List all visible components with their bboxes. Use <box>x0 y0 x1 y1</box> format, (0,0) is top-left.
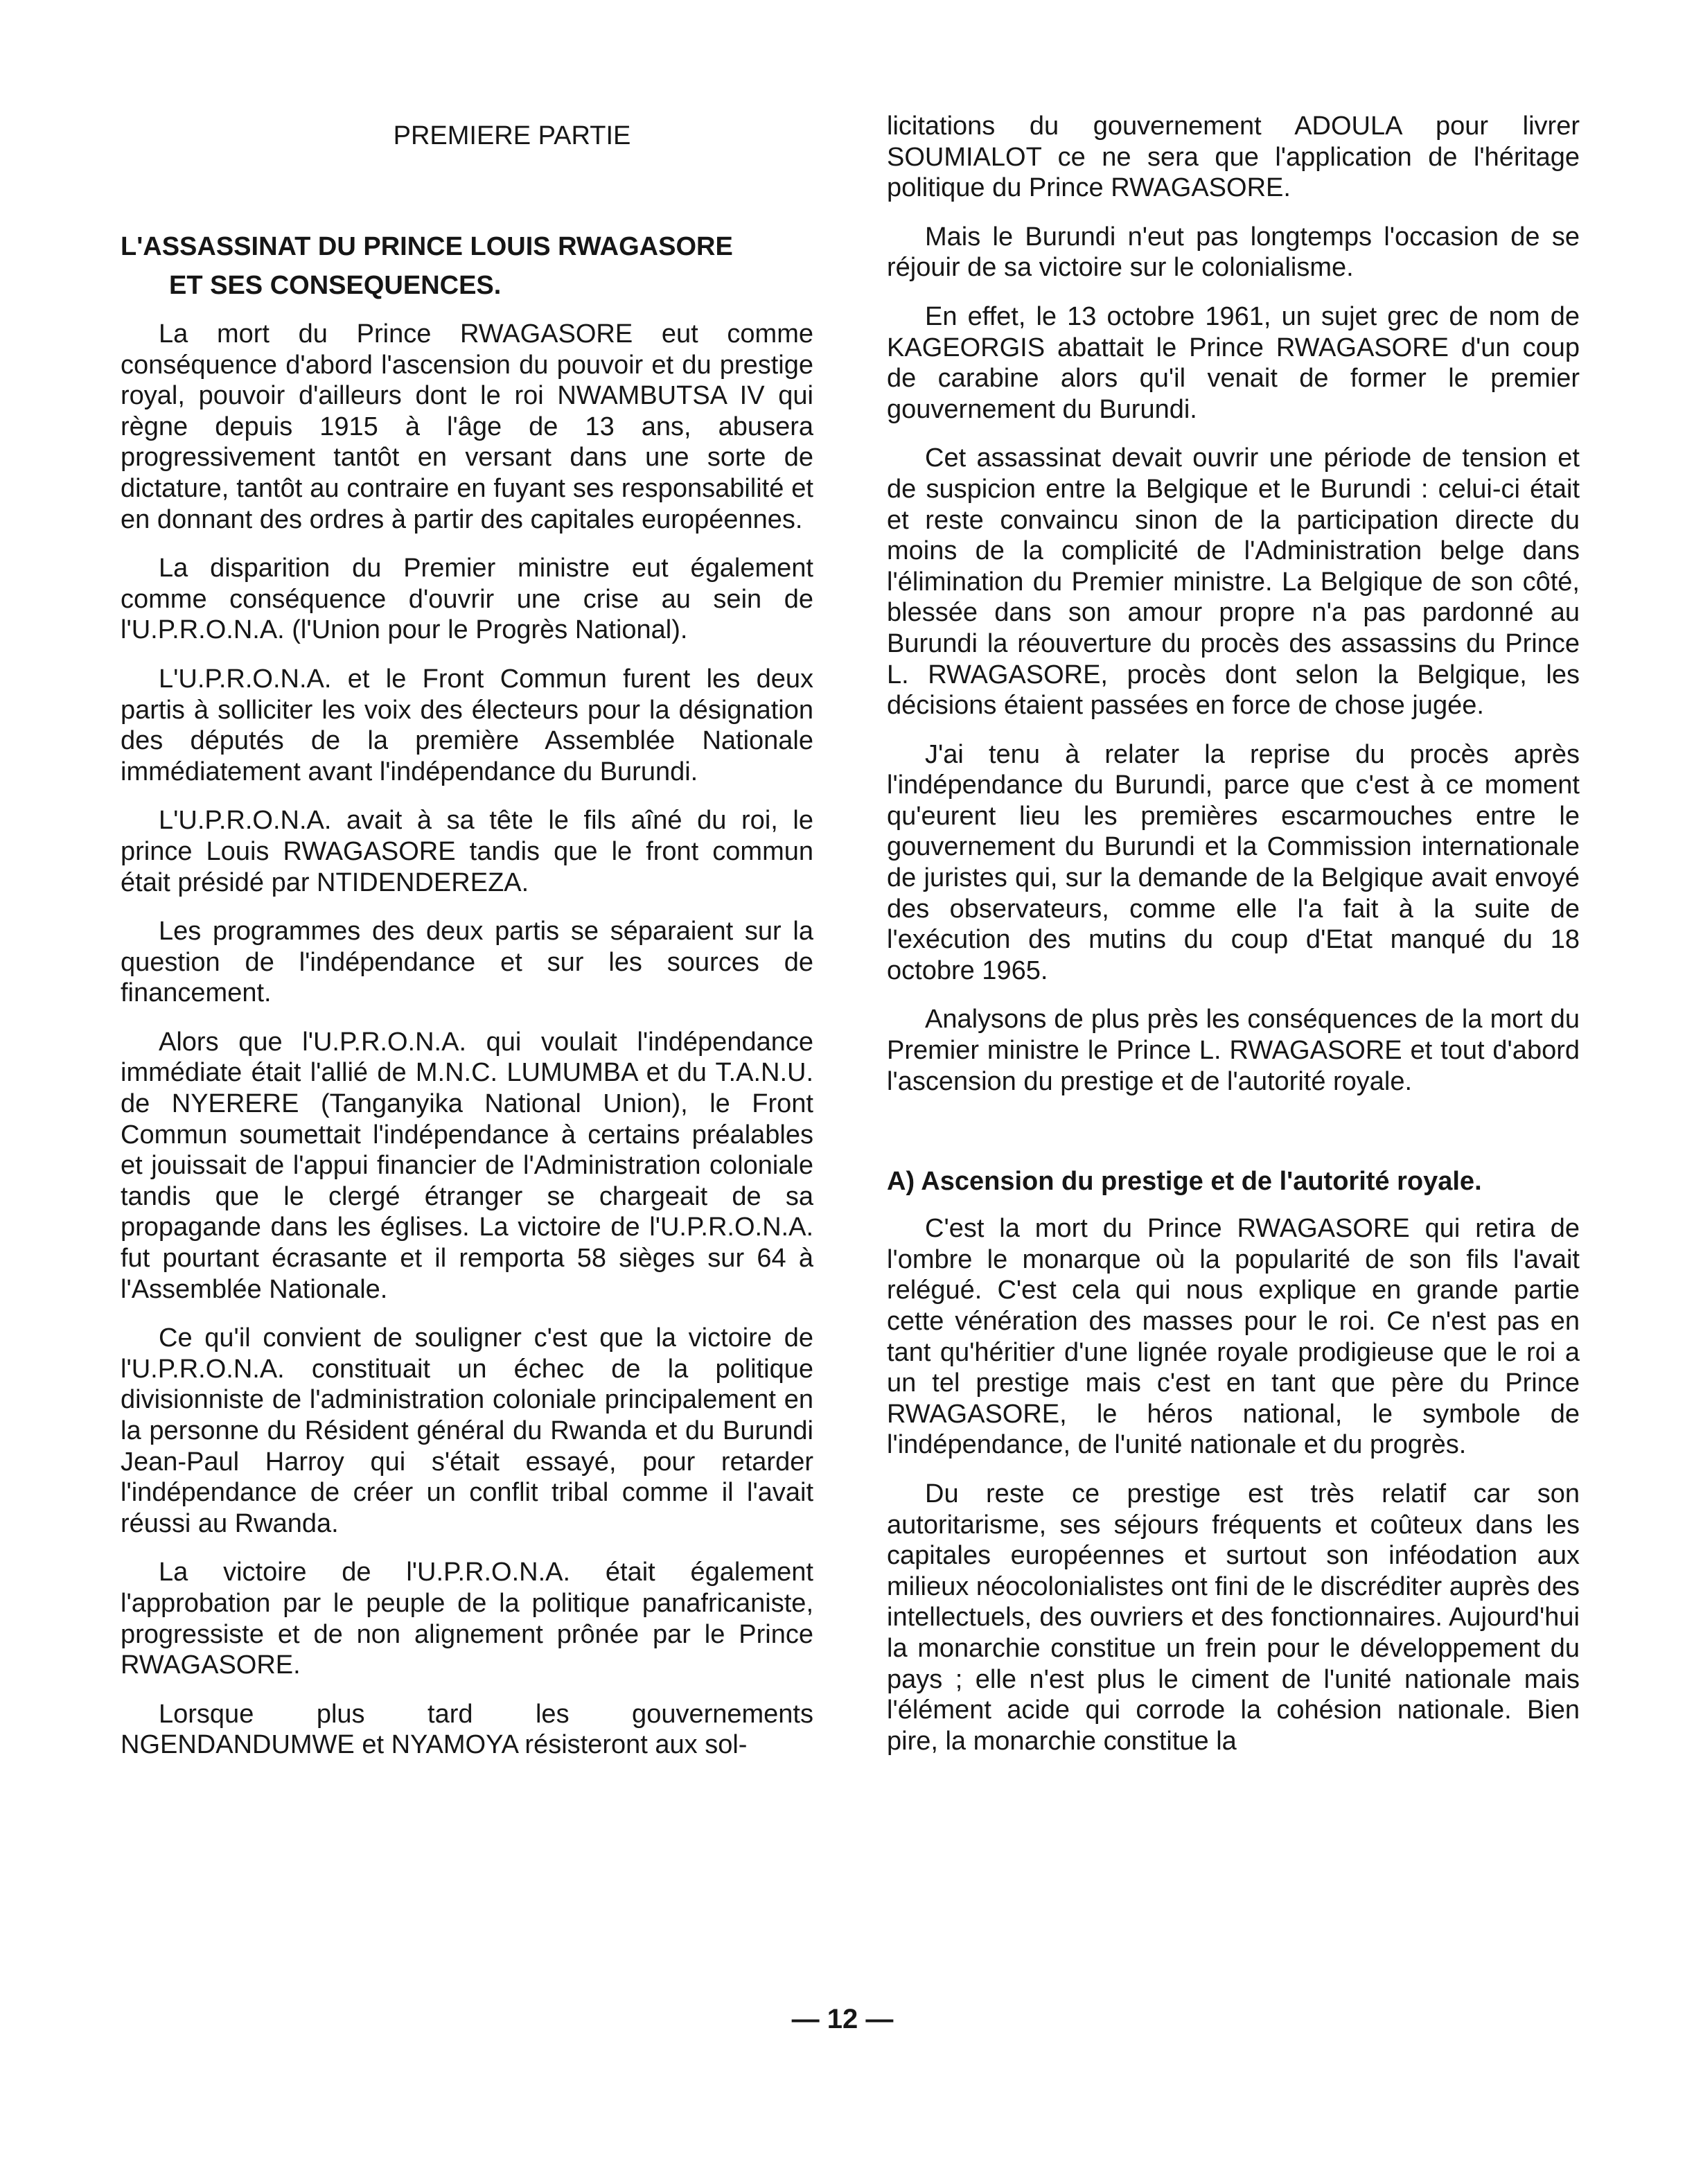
paragraph: La victoire de l'U.P.R.O.N.A. était également l'approbation par le peuple de la politique panafricaniste, progressiste et de non alignement prônée par le Prince RWAGASORE. <box>121 1558 813 1680</box>
paragraph: La mort du Prince RWAGASORE eut comme conséquence d'abord l'ascension du pouvoir et du prestige royal, pouvoir d'ailleurs dont le roi NWAMBUTSA IV qui règne depuis 1915 à l'âge de 13 ans, abusera progressivement tantôt en versant dans une sorte de dictature, tantôt au contraire en fuyant ses responsabilité et en donnant des ordres à partir des capitales européennes. <box>121 319 813 534</box>
section-prefix: A) <box>887 1167 915 1197</box>
paragraph: La disparition du Premier ministre eut également comme conséquence d'ouvrir une crise au sein de l'U.P.R.O.N.A. (l'Union pour le Progrès National). <box>121 554 813 645</box>
paragraph: J'ai tenu à relater la reprise du procès après l'indépendance du Burundi, parce que c'est à ce moment qu'eurent lieu les premières escarmouches entre le gouvernement du Burundi et la Commission internationale de juristes qui, sur la demande de la Belgique avait envoyé des observateurs, comme elle l'a fait à la suite de l'exécution des mutins du coup d'Etat manqué du 18 octobre 1965. <box>887 739 1580 985</box>
paragraph: Mais le Burundi n'eut pas longtemps l'occasion de se réjouir de sa victoire sur le colonialisme. <box>887 222 1580 283</box>
paragraph: Du reste ce prestige est très relatif car son autoritarisme, ses séjours fréquents et coûteux dans les capitales européennes et surtout son inféodation aux milieux néocolonialistes ont fini de le discréditer auprès des intellectuels, des ouvriers et des fonctionnaires. Aujourd'hui la monarchie constitue un frein pour le développement du pays ; elle n'est plus le ciment de l'unité nationale mais l'élément acide qui corrode la cohésion nationale. Bien pire, la monarchie constitue la <box>887 1479 1580 1756</box>
paragraph: L'U.P.R.O.N.A. et le Front Commun furent les deux partis à solliciter les voix des électeurs pour la désignation des députés de la première Assemblée Nationale immédiatement avant l'indépendance du Burundi. <box>121 664 813 786</box>
paragraph: C'est la mort du Prince RWAGASORE qui retira de l'ombre le monarque où la popularité de son fils l'avait relégué. C'est cela qui nous explique en grande partie cette vénération des masses pour le roi. Ce n'est pas en tant qu'héritier d'une lignée royale prodigieuse que le roi a un tel prestige mais c'est en tant que père du Prince RWAGASORE, le héros national, le symbole de l'indépendance, de l'unité nationale et du progrès. <box>887 1214 1580 1460</box>
paragraph: Lorsque plus tard les gouvernements NGENDANDUMWE et NYAMOYA résisteront aux sol- <box>121 1699 813 1760</box>
article-title <box>121 227 813 305</box>
paragraph: En effet, le 13 octobre 1961, un sujet grec de nom de KAGEORGIS abattait le Prince RWAGASORE d'un coup de carabine alors qu'il venait de former le premier gouvernement du Burundi. <box>887 301 1580 424</box>
paragraph: Les programmes des deux partis se séparaient sur la question de l'indépendance et sur les sources de financement. <box>121 917 813 1008</box>
article-title-line-2: ET SES CONSEQUENCES. <box>169 271 502 300</box>
paragraph: Cet assassinat devait ouvrir une période de tension et de suspicion entre la Belgique et le Burundi : celui-ci était et reste convaincu sinon de la participation directe du moins de la complicité de l'Administration belge dans l'élimination du Premier ministre. La Belgique de son côté, blessée dans son amour propre n'a pas pardonné au Burundi la réouverture du procès des assassins du Prince L. RWAGASORE, procès dont selon la Belgique, les décisions étaient passées en force de chose jugée. <box>887 443 1580 721</box>
paragraph: L'U.P.R.O.N.A. avait à sa tête le fils aîné du roi, le prince Louis RWAGASORE tandis que le front commun était présidé par NTIDENDEREZA. <box>121 806 813 897</box>
article-title-line-1: L'ASSASSINAT DU PRINCE LOUIS RWAGASORE <box>121 232 733 261</box>
page-number: — 12 — <box>791 2004 894 2034</box>
right-column <box>887 111 1580 1774</box>
part-heading: PREMIERE PARTIE <box>393 121 631 150</box>
left-column <box>121 111 813 1779</box>
paragraph: Alors que l'U.P.R.O.N.A. qui voulait l'indépendance immédiate était l'allié de M.N.C. LUMUMBA et du T.A.N.U. de NYERERE (Tanganyika National Union), le Front Commun soumettait l'indépendance à certains préalables et jouissait de l'appui financier de l'Administration coloniale tandis que le clergé étranger se chargeait de sa propagande dans les églises. La victoire de l'U.P.R.O.N.A. fut pourtant écrasante et il remporta 58 sièges sur 64 à l'Assemblée Nationale. <box>121 1027 813 1304</box>
continued-paragraph: licitations du gouvernement ADOULA pour livrer SOUMIALOT ce ne sera que l'application de l'héritage politique du Prince RWAGASORE. <box>887 112 1580 203</box>
paragraph: Analysons de plus près les conséquences de la mort du Premier ministre le Prince L. RWAGASORE et tout d'abord l'ascension du prestige et de l'autorité royale. <box>887 1005 1580 1096</box>
section-heading <box>887 1166 1580 1197</box>
section-title: Ascension du prestige et de l'autorité royale. <box>921 1167 1482 1197</box>
paragraph: Ce qu'il convient de souligner c'est que la victoire de l'U.P.R.O.N.A. constituait un échec de la politique divisionniste de l'administration coloniale principalement en la personne du Résident général du Rwanda et du Burundi Jean-Paul Harroy qui s'était essayé, pour retarder l'indépendance de créer un conflit tribal comme il l'avait réussi au Rwanda. <box>121 1323 813 1538</box>
